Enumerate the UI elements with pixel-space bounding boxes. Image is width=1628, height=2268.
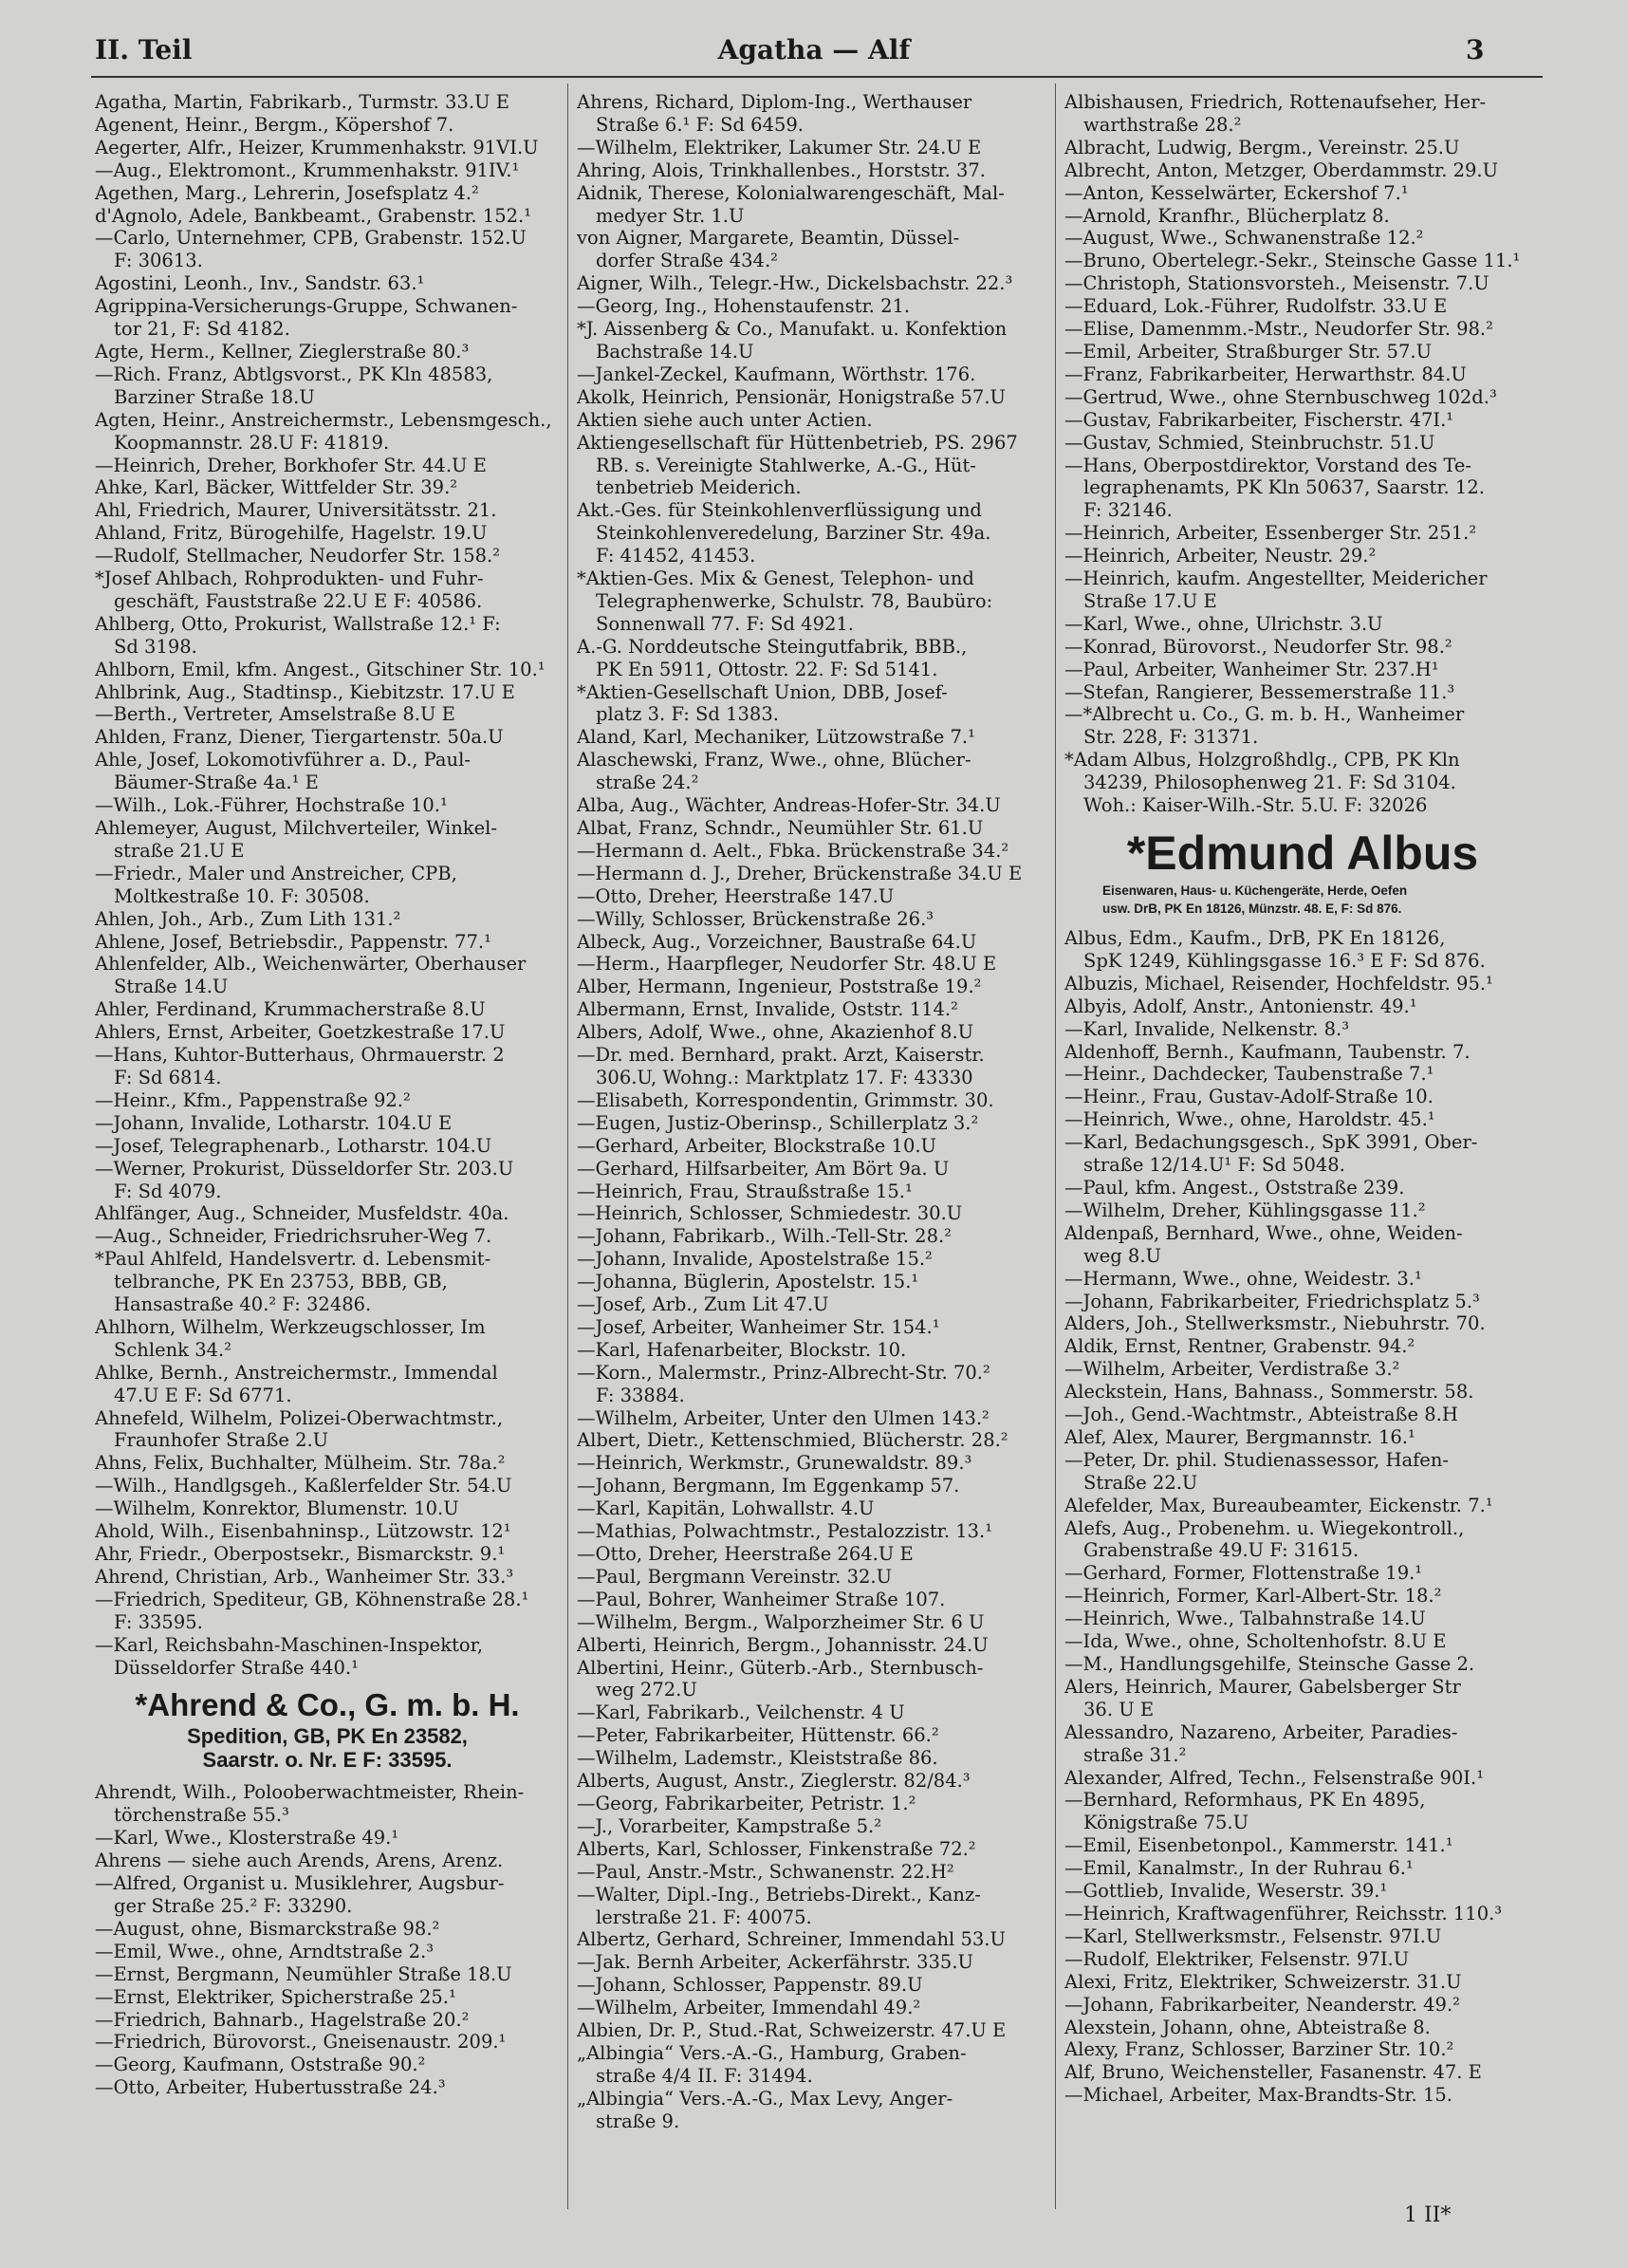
- directory-entry: —Emil, Arbeiter, Straßburger Str. 57.U: [1064, 340, 1433, 363]
- directory-entry: —Rich. Franz, Abtlgsvorst., PK Kln 48583,: [95, 363, 493, 385]
- directory-entry: Albeck, Aug., Vorzeichner, Baustraße 64.U: [577, 930, 977, 953]
- directory-entry: Alexstein, Johann, ohne, Abteistraße 8.: [1064, 2016, 1431, 2038]
- directory-entry: —Wilhelm, Arbeiter, Unter den Ulmen 143.²: [577, 1406, 990, 1429]
- directory-entry: Albertz, Gerhard, Schreiner, Immendahl 53.U: [577, 1928, 1006, 1951]
- directory-entry: —Herm., Haarpfleger, Neudorfer Str. 48.U E: [577, 953, 997, 976]
- directory-entry: Aldenpaß, Bernhard, Wwe., ohne, Weiden-: [1064, 1221, 1463, 1244]
- directory-entry: Albien, Dr. P., Stud.-Rat, Schweizerstr. 47.U E: [577, 2019, 1007, 2042]
- entry-continuation: straße 31.²: [1083, 1743, 1187, 1766]
- directory-entry: Alberts, Karl, Schlosser, Finkenstraße 72.²: [577, 1837, 976, 1860]
- directory-entry: Ahns, Felix, Buchhalter, Mülheim. Str. 78a.²: [95, 1452, 506, 1475]
- directory-entry: —Friedrich, Bürovorst., Gneisenaustr. 209.¹: [95, 2031, 507, 2054]
- entry-continuation: straße 24.²: [596, 771, 699, 794]
- entry-continuation: weg 8.U: [1083, 1244, 1161, 1267]
- entry-continuation: F: 30613.: [114, 250, 203, 272]
- directory-entry: Alberts, August, Anstr., Zieglerstr. 82/84.³: [577, 1770, 971, 1793]
- directory-entry: —Wilhelm, Elektriker, Lakumer Str. 24.U E: [577, 136, 982, 158]
- directory-entry: Alber, Hermann, Ingenieur, Poststraße 19.²: [577, 976, 982, 998]
- entry-continuation: Bäumer-Straße 4a.¹ E: [114, 771, 319, 794]
- directory-entry: —Willy, Schlosser, Brückenstraße 26.³: [577, 907, 934, 930]
- directory-entry: Ahold, Wilh., Eisenbahninsp., Lützowstr. 12¹: [95, 1520, 511, 1543]
- directory-entry: —Johann, Schlosser, Pappenstr. 89.U: [577, 1974, 923, 1997]
- directory-entry: *Josef Ahlbach, Rohprodukten- und Fuhr-: [95, 567, 484, 590]
- directory-entry: —M., Handlungsgehilfe, Steinsche Gasse 2.: [1064, 1653, 1475, 1675]
- directory-entry: —Arnold, Kranfhr., Blücherplatz 8.: [1064, 204, 1390, 227]
- albus-advertisement: [1064, 825, 1541, 918]
- entry-continuation: platz 3. F: Sd 1383.: [596, 703, 779, 726]
- directory-entry: Ahlbrink, Aug., Stadtinsp., Kiebitzstr. 17.U E: [95, 680, 515, 703]
- entry-continuation: F: 32146.: [1083, 499, 1173, 522]
- directory-entry: Ahrens, Richard, Diplom-Ing., Werthauser: [577, 91, 972, 113]
- entry-continuation: straße 4/4 II. F: 31494.: [596, 2064, 813, 2087]
- entry-continuation: 36. U E: [1083, 1698, 1155, 1720]
- ad-text: Spedition, GB, PK En 23582,: [187, 1724, 468, 1749]
- directory-entry: Alexy, Franz, Schlosser, Barziner Str. 10.²: [1064, 2038, 1454, 2061]
- directory-entry: —Wilhelm, Lademstr., Kleiststraße 86.: [577, 1747, 938, 1770]
- directory-entry: —Josef, Arb., Zum Lit 47.U: [577, 1293, 829, 1316]
- column-3: [1064, 91, 1541, 2207]
- directory-entry: —*Albrecht u. Co., G. m. b. H., Wanheimer: [1064, 703, 1465, 726]
- directory-entry: Albat, Franz, Schndr., Neumühler Str. 61.U: [577, 817, 984, 839]
- directory-entry: —Heinrich, Werkmstr., Grunewaldstr. 89.³: [577, 1452, 972, 1475]
- directory-entry: —Georg, Fabrikarbeiter, Petristr. 1.²: [577, 1792, 916, 1814]
- directory-entry: Albuzis, Michael, Reisender, Hochfeldstr. 95.¹: [1064, 972, 1493, 995]
- directory-entry: A.-G. Norddeutsche Steingutfabrik, BBB.,: [577, 635, 968, 658]
- directory-entry: —Heinr., Kfm., Pappenstraße 92.²: [95, 1088, 411, 1111]
- directory-entry: —Wilhelm, Arbeiter, Verdistraße 3.²: [1064, 1358, 1400, 1381]
- directory-entry: —Joh., Gend.-Wachtmstr., Abteistraße 8.H: [1064, 1404, 1458, 1426]
- directory-entry: —Rudolf, Stellmacher, Neudorfer Str. 158.²: [95, 545, 501, 567]
- entry-continuation: tenbetrieb Meiderich.: [596, 476, 802, 499]
- directory-entry: —Gottlieb, Invalide, Weserstr. 39.¹: [1064, 1880, 1388, 1903]
- directory-entry: d'Agnolo, Adele, Bankbeamt., Grabenstr. 152.¹: [95, 204, 532, 227]
- ad-text: Eisenwaren, Haus- u. Küchengeräte, Herde, Oefen: [1102, 883, 1408, 898]
- directory-entry: *J. Aissenberg & Co., Manufakt. u. Konfektion: [577, 318, 1008, 341]
- directory-entry: —Peter, Dr. phil. Studienassessor, Hafen-: [1064, 1448, 1449, 1471]
- entry-continuation: Straße 17.U E: [1083, 589, 1217, 612]
- directory-entry: —Karl, Hafenarbeiter, Blockstr. 10.: [577, 1338, 907, 1361]
- directory-entry: Albishausen, Friedrich, Rottenaufseher, Her-: [1064, 91, 1487, 113]
- section-label: II. Teil: [95, 34, 193, 65]
- directory-entry: Alessandro, Nazareno, Arbeiter, Paradies-: [1064, 1720, 1458, 1743]
- directory-entry: —Johann, Fabrikarbeiter, Neanderstr. 49.²: [1064, 1993, 1460, 2016]
- entry-continuation: telbranche, PK En 23753, BBB, GB,: [114, 1271, 448, 1293]
- entry-continuation: straße 9.: [596, 2110, 680, 2132]
- directory-entry: —Aug., Elektromont., Krummenhakstr. 91IV.¹: [95, 158, 520, 181]
- directory-entry: Aktien siehe auch unter Actien.: [577, 408, 873, 431]
- entry-continuation: Moltkestraße 10. F: 30508.: [114, 884, 370, 907]
- directory-entry: —Berth., Vertreter, Amselstraße 8.U E: [95, 703, 455, 726]
- directory-entry: Alef, Alex, Maurer, Bergmannstr. 16.¹: [1064, 1425, 1415, 1448]
- directory-entry: —Heinr., Dachdecker, Taubenstraße 7.¹: [1064, 1063, 1434, 1086]
- directory-entry: Alaschewski, Franz, Wwe., ohne, Blücher-: [577, 749, 971, 771]
- directory-entry: —Friedr., Maler und Anstreicher, CPB,: [95, 862, 457, 884]
- entry-continuation: Königstraße 75.U: [1083, 1812, 1249, 1834]
- column-2: [577, 91, 1044, 2207]
- directory-entry: Alexander, Alfred, Techn., Felsenstraße 90I.¹: [1064, 1766, 1485, 1789]
- directory-entry: —Karl, Stellwerksmstr., Felsenstr. 97I.U: [1064, 1924, 1442, 1947]
- entry-continuation: F: Sd 4079.: [114, 1180, 222, 1202]
- entry-continuation: Fraunhofer Straße 2.U: [114, 1429, 329, 1452]
- directory-entry: Ahlke, Bernh., Anstreichermstr., Immendal: [95, 1361, 498, 1384]
- entry-continuation: straße 21.U E: [114, 839, 245, 862]
- directory-entry: —Wilhelm, Konrektor, Blumenstr. 10.U: [95, 1497, 459, 1520]
- directory-entry: Ahle, Josef, Lokomotivführer a. D., Paul-: [95, 749, 471, 771]
- directory-entry: —August, Wwe., Schwanenstraße 12.²: [1064, 227, 1424, 250]
- directory-entry: —Karl, Invalide, Nelkenstr. 8.³: [1064, 1017, 1350, 1040]
- directory-entry: Ahrendt, Wilh., Polooberwachtmeister, Rhein-: [95, 1781, 525, 1804]
- directory-entry: —Friedrich, Spediteur, GB, Köhnenstraße 28.¹: [95, 1588, 529, 1610]
- directory-entry: Alberti, Heinrich, Bergm., Johannisstr. 24.U: [577, 1633, 989, 1656]
- directory-entry: Albrecht, Anton, Metzger, Oberdammstr. 29.U: [1064, 158, 1499, 181]
- directory-entry: —Walter, Dipl.-Ing., Betriebs-Direkt., Kanz-: [577, 1883, 981, 1905]
- directory-entry: Alf, Bruno, Weichensteller, Fasanenstr. 47. E: [1064, 2061, 1482, 2084]
- directory-entry: Ahlene, Josef, Betriebsdir., Pappenstr. 77.¹: [95, 930, 491, 953]
- directory-entry: —Otto, Dreher, Heerstraße 264.U E: [577, 1543, 914, 1565]
- directory-entry: —Peter, Fabrikarbeiter, Hüttenstr. 66.²: [577, 1724, 939, 1747]
- directory-entry: Ahke, Karl, Bäcker, Wittfelder Str. 39.²: [95, 476, 458, 499]
- directory-entry: —Otto, Dreher, Heerstraße 147.U: [577, 884, 895, 907]
- directory-entry: Agten, Heinr., Anstreichermstr., Lebensmgesch.,: [95, 408, 552, 431]
- entry-continuation: Sonnenwall 77. F: Sd 4921.: [596, 612, 854, 635]
- directory-entry: —Karl, Fabrikarb., Veilchenstr. 4 U: [577, 1701, 905, 1724]
- directory-entry: Ahlden, Franz, Diener, Tiergartenstr. 50a.U: [95, 726, 504, 749]
- directory-entry: —Werner, Prokurist, Düsseldorfer Str. 203.U: [95, 1157, 514, 1180]
- directory-entry: —Gustav, Schmied, Steinbruchstr. 51.U: [1064, 431, 1435, 454]
- directory-entry: Ahlen, Joh., Arb., Zum Lith 131.²: [95, 907, 401, 930]
- directory-entry: —Hermann d. Aelt., Fbka. Brückenstraße 34.²: [577, 839, 1009, 862]
- directory-entry: Ahr, Friedr., Oberpostsekr., Bismarckstr. 9.¹: [95, 1543, 506, 1565]
- directory-entry: —Hans, Kuhtor-Butterhaus, Ohrmauerstr. 2: [95, 1044, 505, 1067]
- directory-entry: —J., Vorarbeiter, Kampstraße 5.²: [577, 1814, 882, 1837]
- directory-entry: —Paul, kfm. Angest., Oststraße 239.: [1064, 1176, 1405, 1199]
- entry-continuation: Woh.: Kaiser-Wilh.-Str. 5.U. F: 32026: [1083, 794, 1428, 817]
- directory-entry: —Wilhelm, Dreher, Kühlingsgasse 11.²: [1064, 1199, 1426, 1221]
- directory-entry: —Johann, Bergmann, Im Eggenkamp 57.: [577, 1475, 960, 1497]
- directory-entry: —Heinrich, kaufm. Angestellter, Meidericher: [1064, 567, 1488, 590]
- directory-entry: Ahrend, Christian, Arb., Wanheimer Str. 33.³: [95, 1565, 514, 1588]
- entry-continuation: Schlenk 34.²: [114, 1338, 232, 1361]
- directory-entry: —Georg, Kaufmann, Oststraße 90.²: [95, 2054, 426, 2076]
- directory-entry: —Eugen, Justiz-Oberinsp., Schillerplatz 3.²: [577, 1111, 979, 1134]
- running-head: Agatha — Alf: [717, 34, 911, 65]
- directory-entry: Aland, Karl, Mechaniker, Lützowstraße 7.¹: [577, 726, 975, 749]
- entry-continuation: Sd 3198.: [114, 635, 197, 658]
- directory-entry: —Paul, Arbeiter, Wanheimer Str. 237.H¹: [1064, 658, 1439, 680]
- entry-continuation: Straße 22.U: [1083, 1471, 1198, 1494]
- directory-entry: —Emil, Kanalmstr., In der Ruhrau 6.¹: [1064, 1857, 1414, 1880]
- directory-entry: —Georg, Ing., Hohenstaufenstr. 21.: [577, 295, 911, 318]
- directory-entry: —Heinrich, Wwe., Talbahnstraße 14.U: [1064, 1608, 1426, 1630]
- directory-entry: Albert, Dietr., Kettenschmied, Blücherstr. 28.²: [577, 1429, 1008, 1452]
- ad-title: *Ahrend & Co., G. m. b. H.: [135, 1687, 520, 1723]
- entry-continuation: Bachstraße 14.U: [596, 340, 754, 363]
- directory-entry: Ahlberg, Otto, Prokurist, Wallstraße 12.¹ F:: [95, 612, 501, 635]
- entry-continuation: F: Sd 6814.: [114, 1066, 222, 1088]
- ad-title: *Edmund Albus: [1126, 827, 1479, 880]
- directory-entry: —Heinrich, Arbeiter, Neustr. 29.²: [1064, 545, 1377, 567]
- directory-entry: Aldik, Ernst, Rentner, Grabenstr. 94.²: [1064, 1335, 1415, 1358]
- directory-entry: —Carlo, Unternehmer, CPB, Grabenstr. 152.U: [95, 227, 527, 250]
- directory-entry: „Albingia“ Vers.-A.-G., Max Levy, Anger-: [577, 2087, 953, 2110]
- directory-entry: —Elise, Damenmm.-Mstr., Neudorfer Str. 98.²: [1064, 318, 1493, 341]
- entry-continuation: Steinkohlenveredelung, Barziner Str. 49a.: [596, 522, 991, 545]
- entry-continuation: Hansastraße 40.² F: 32486.: [114, 1293, 372, 1316]
- entry-continuation: 34239, Philosophenweg 21. F: Sd 3104.: [1083, 771, 1456, 794]
- directory-entry: —Gerhard, Former, Flottenstraße 19.¹: [1064, 1562, 1423, 1585]
- directory-entry: Aktiengesellschaft für Hüttenbetrieb, PS. 2967: [577, 431, 1018, 454]
- directory-entry: —Heinrich, Kraftwagenführer, Reichsstr. 110.³: [1064, 1902, 1503, 1924]
- directory-entry: —Heinrich, Arbeiter, Essenberger Str. 251.²: [1064, 522, 1477, 545]
- directory-entry: Ahlhorn, Wilhelm, Werkzeugschlosser, Im: [95, 1315, 486, 1338]
- directory-entry: —Heinr., Frau, Gustav-Adolf-Straße 10.: [1064, 1086, 1434, 1108]
- directory-entry: —Wilh., Handlgsgeh., Kaßlerfelder Str. 54.U: [95, 1475, 512, 1497]
- entry-continuation: F: 41452, 41453.: [596, 545, 756, 567]
- directory-entry: —Konrad, Bürovorst., Neudorfer Str. 98.²: [1064, 635, 1452, 658]
- directory-entry: Albers, Adolf, Wwe., ohne, Akazienhof 8.U: [577, 1021, 974, 1044]
- directory-entry: —Jankel-Zeckel, Kaufmann, Wörthstr. 176.: [577, 363, 976, 385]
- directory-entry: —Hermann, Wwe., ohne, Weidestr. 3.¹: [1064, 1267, 1422, 1290]
- directory-entry: —Gustav, Fabrikarbeiter, Fischerstr. 47I.¹: [1064, 408, 1454, 431]
- directory-entry: Agatha, Martin, Fabrikarb., Turmstr. 33.U E: [95, 91, 509, 113]
- entry-continuation: tor 21, F: Sd 4182.: [114, 318, 290, 341]
- directory-entry: Agrippina-Versicherungs-Gruppe, Schwanen-: [95, 295, 518, 318]
- directory-entry: —Karl, Wwe., Klosterstraße 49.¹: [95, 1827, 399, 1850]
- entry-continuation: PK En 5911, Ottostr. 22. F: Sd 5141.: [596, 658, 938, 680]
- directory-entry: —August, ohne, Bismarckstraße 98.²: [95, 1917, 440, 1940]
- directory-entry: Ahlemeyer, August, Milchverteiler, Winkel-: [95, 817, 497, 839]
- entry-continuation: weg 272.U: [596, 1679, 697, 1701]
- directory-entry: —Heinrich, Schlosser, Schmiedestr. 30.U: [577, 1202, 963, 1225]
- directory-entry: Alefs, Aug., Probenehm. u. Wiegekontroll.,: [1064, 1516, 1465, 1539]
- entry-continuation: Koopmannstr. 28.U F: 41819.: [114, 431, 390, 454]
- directory-entry: —Emil, Wwe., ohne, Arndtstraße 2.³: [95, 1940, 435, 1962]
- directory-entry: —Bruno, Obertelegr.-Sekr., Steinsche Gasse 11.¹: [1064, 250, 1521, 272]
- directory-entry: Agenent, Heinr., Bergm., Köpershof 7.: [95, 113, 454, 136]
- directory-entry: —Mathias, Polwachtmstr., Pestalozzistr. 13.¹: [577, 1520, 993, 1543]
- directory-entry: —Karl, Wwe., ohne, Ulrichstr. 3.U: [1064, 612, 1383, 635]
- directory-entry: —Gertrud, Wwe., ohne Sternbuschweg 102d.³: [1064, 385, 1497, 408]
- directory-entry: —Bernhard, Reformhaus, PK En 4895,: [1064, 1789, 1426, 1812]
- directory-entry: —Rudolf, Elektriker, Felsenstr. 97I.U: [1064, 1947, 1410, 1970]
- entry-continuation: F: 33595.: [114, 1610, 203, 1633]
- directory-entry: —Elisabeth, Korrespondentin, Grimmstr. 30.: [577, 1088, 994, 1111]
- directory-entry: Albracht, Ludwig, Bergm., Vereinstr. 25.U: [1064, 136, 1460, 158]
- directory-entry: —Paul, Anstr.-Mstr., Schwanenstr. 22.H²: [577, 1860, 954, 1883]
- entry-continuation: Straße 14.U: [114, 976, 229, 998]
- directory-entry: —Anton, Kesselwärter, Eckershof 7.¹: [1064, 181, 1409, 204]
- directory-entry: —Wilhelm, Bergm., Walporzheimer Str. 6 U: [577, 1610, 985, 1633]
- column-divider: [1055, 84, 1056, 2209]
- directory-entry: —Johann, Invalide, Apostelstraße 15.²: [577, 1248, 933, 1271]
- directory-entry: Aidnik, Therese, Kolonialwarengeschäft, Mal-: [577, 181, 1005, 204]
- directory-entry: —Dr. med. Bernhard, prakt. Arzt, Kaiserstr.: [577, 1044, 985, 1067]
- directory-entry: Alefelder, Max, Bureaubeamter, Eickenstr. 7.¹: [1064, 1494, 1493, 1516]
- header-rule: [91, 76, 1543, 78]
- directory-entry: Albertini, Heinr., Güterb.-Arb., Sternbusch-: [577, 1656, 984, 1679]
- entry-continuation: ger Straße 25.² F: 33290.: [114, 1894, 353, 1917]
- directory-entry: —Stefan, Rangierer, Bessemerstraße 11.³: [1064, 680, 1455, 703]
- directory-entry: Aigner, Wilh., Telegr.-Hw., Dickelsbachstr. 22.³: [577, 272, 1013, 295]
- directory-entry: *Aktien-Ges. Mix & Genest, Telephon- und: [577, 567, 974, 590]
- entry-continuation: Barziner Straße 18.U: [114, 385, 315, 408]
- directory-entry: Ahrens — siehe auch Arends, Arens, Arenz.: [95, 1850, 504, 1872]
- column-1: [95, 91, 560, 2207]
- directory-entry: Aleckstein, Hans, Bahnass., Sommerstr. 58.: [1064, 1381, 1474, 1404]
- directory-entry: —Eduard, Lok.-Führer, Rudolfstr. 33.U E: [1064, 295, 1448, 318]
- entry-continuation: Düsseldorfer Straße 440.¹: [114, 1656, 359, 1679]
- directory-entry: Akolk, Heinrich, Pensionär, Honigstraße 57.U: [577, 385, 1006, 408]
- directory-entry: —Karl, Kapitän, Lohwallstr. 4.U: [577, 1497, 875, 1520]
- directory-entry: —Heinrich, Wwe., ohne, Haroldstr. 45.¹: [1064, 1108, 1435, 1131]
- entry-continuation: F: 33884.: [596, 1384, 685, 1406]
- entry-continuation: straße 12/14.U¹ F: Sd 5048.: [1083, 1154, 1345, 1177]
- directory-entry: Alers, Heinrich, Maurer, Gabelsberger Str: [1064, 1675, 1461, 1698]
- directory-entry: Ahl, Friedrich, Maurer, Universitätsstr. 21.: [95, 499, 497, 522]
- directory-entry: Ahland, Fritz, Bürogehilfe, Hagelstr. 19.U: [95, 522, 488, 545]
- directory-entry: —Johann, Fabrikarb., Wilh.-Tell-Str. 28.²: [577, 1225, 952, 1248]
- page-number: 3: [1466, 34, 1485, 65]
- entry-continuation: 306.U, Wohng.: Marktplatz 17. F: 43330: [596, 1066, 973, 1088]
- directory-entry: —Josef, Telegraphenarb., Lotharstr. 104.U: [95, 1134, 492, 1157]
- column-divider: [567, 84, 568, 2209]
- entry-continuation: medyer Str. 1.U: [596, 204, 745, 227]
- entry-continuation: lerstraße 21. F: 40075.: [596, 1905, 812, 1928]
- entry-continuation: törchenstraße 55.³: [114, 1804, 289, 1827]
- directory-entry: Akt.-Ges. für Steinkohlenverflüssigung und: [577, 499, 982, 522]
- directory-entry: —Friedrich, Bahnarb., Hagelstraße 20.²: [95, 2008, 470, 2031]
- directory-entry: —Jak. Bernh Arbeiter, Ackerfährstr. 335.U: [577, 1951, 973, 1974]
- directory-entry: Ahlers, Ernst, Arbeiter, Goetzkestraße 17.U: [95, 1021, 506, 1044]
- directory-entry: Albus, Edm., Kaufm., DrB, PK En 18126,: [1064, 927, 1446, 949]
- entry-continuation: SpK 1249, Kühlingsgasse 16.³ E F: Sd 876.: [1083, 949, 1486, 972]
- directory-entry: —Gerhard, Arbeiter, Blockstraße 10.U: [577, 1134, 936, 1157]
- directory-entry: —Johann, Fabrikarbeiter, Friedrichsplatz 5.³: [1064, 1290, 1480, 1312]
- directory-entry: —Hermann d. J., Dreher, Brückenstraße 34.U E: [577, 862, 1023, 884]
- directory-entry: —Ernst, Bergmann, Neumühler Straße 18.U: [95, 1962, 512, 1985]
- entry-continuation: Str. 228, F: 31371.: [1083, 726, 1259, 749]
- entry-continuation: Grabenstraße 49.U F: 31615.: [1083, 1539, 1360, 1562]
- directory-entry: —Gerhard, Hilfsarbeiter, Am Bört 9a. U: [577, 1157, 950, 1180]
- entry-continuation: 47.U E F: Sd 6771.: [114, 1384, 292, 1406]
- directory-entry: —Heinrich, Dreher, Borkhofer Str. 44.U E: [95, 454, 487, 476]
- directory-entry: Albyis, Adolf, Anstr., Antonienstr. 49.¹: [1064, 995, 1417, 1017]
- directory-entry: —Paul, Bohrer, Wanheimer Straße 107.: [577, 1588, 946, 1610]
- directory-entry: —Hans, Oberpostdirektor, Vorstand des Te-: [1064, 454, 1471, 476]
- signature-mark: 1 II*: [1404, 2203, 1452, 2227]
- entry-continuation: Straße 6.¹ F: Sd 6459.: [596, 113, 804, 136]
- directory-entry: —Josef, Arbeiter, Wanheimer Str. 154.¹: [577, 1315, 940, 1338]
- directory-entry: —Michael, Arbeiter, Max-Brandts-Str. 15.: [1064, 2084, 1452, 2107]
- entry-continuation: dorfer Straße 434.²: [596, 250, 778, 272]
- directory-entry: —Ernst, Elektriker, Spicherstraße 25.¹: [95, 1985, 456, 2008]
- directory-entry: Aegerter, Alfr., Heizer, Krummenhakstr. 91VI.U: [95, 136, 539, 158]
- entry-continuation: geschäft, Fauststraße 22.U E F: 40586.: [114, 589, 483, 612]
- directory-entry: —Otto, Arbeiter, Hubertusstraße 24.³: [95, 2076, 446, 2099]
- ad-text: usw. DrB, PK En 18126, Münzstr. 48. E, F: Sd 876.: [1102, 902, 1402, 916]
- ad-text: Saarstr. o. Nr. E F: 33595.: [202, 1748, 453, 1773]
- ahrend-advertisement: [95, 1686, 560, 1772]
- directory-entry: von Aigner, Margarete, Beamtin, Düssel-: [577, 227, 960, 250]
- directory-entry: —Heinrich, Former, Karl-Albert-Str. 18.²: [1064, 1585, 1442, 1608]
- directory-entry: —Paul, Bergmann Vereinstr. 32.U: [577, 1565, 893, 1588]
- directory-entry: Alexi, Fritz, Elektriker, Schweizerstr. 31.U: [1064, 1970, 1462, 1993]
- directory-entry: —Karl, Reichsbahn-Maschinen-Inspektor,: [95, 1633, 484, 1656]
- directory-entry: Agte, Herm., Kellner, Zieglerstraße 80.³: [95, 340, 470, 363]
- directory-entry: Alba, Aug., Wächter, Andreas-Hofer-Str. 34.U: [577, 794, 1001, 817]
- entry-continuation: RB. s. Vereinigte Stahlwerke, A.-G., Hüt-: [596, 454, 976, 476]
- directory-entry: —Heinrich, Frau, Straußstraße 15.¹: [577, 1180, 913, 1202]
- directory-entry: Ahring, Alois, Trinkhallenbes., Horststr. 37.: [577, 158, 986, 181]
- directory-entry: *Aktien-Gesellschaft Union, DBB, Josef-: [577, 680, 948, 703]
- directory-entry: Ahlenfelder, Alb., Weichenwärter, Oberhauser: [95, 953, 527, 976]
- directory-entry: Ahlborn, Emil, kfm. Angest., Gitschiner Str. 10.¹: [95, 658, 546, 680]
- directory-entry: *Paul Ahlfeld, Handelsvertr. d. Lebensmit-: [95, 1248, 491, 1271]
- directory-entry: —Franz, Fabrikarbeiter, Herwarthstr. 84.U: [1064, 363, 1467, 385]
- directory-entry: Ahnefeld, Wilhelm, Polizei-Oberwachtmstr.,: [95, 1406, 504, 1429]
- directory-entry: —Wilh., Lok.-Führer, Hochstraße 10.¹: [95, 794, 448, 817]
- directory-entry: Agethen, Marg., Lehrerin, Josefsplatz 4.²: [95, 181, 479, 204]
- directory-entry: —Karl, Bedachungsgesch., SpK 3991, Ober-: [1064, 1131, 1478, 1154]
- directory-entry: Albermann, Ernst, Invalide, Oststr. 114.²: [577, 998, 958, 1021]
- directory-entry: Aldenhoff, Bernh., Kaufmann, Taubenstr. 7.: [1064, 1040, 1471, 1063]
- directory-entry: —Emil, Eisenbetonpol., Kammerstr. 141.¹: [1064, 1834, 1453, 1857]
- directory-entry: Alders, Joh., Stellwerksmstr., Niebuhrstr. 70.: [1064, 1312, 1486, 1335]
- directory-entry: „Albingia“ Vers.-A.-G., Hamburg, Graben-: [577, 2041, 967, 2064]
- directory-entry: Ahlfänger, Aug., Schneider, Musfeldstr. 40a.: [95, 1202, 509, 1225]
- directory-entry: —Wilhelm, Arbeiter, Immendahl 49.²: [577, 1997, 921, 2019]
- directory-entry: —Ida, Wwe., ohne, Scholtenhofstr. 8.U E: [1064, 1630, 1447, 1653]
- directory-entry: —Aug., Schneider, Friedrichsruher-Weg 7.: [95, 1225, 492, 1248]
- directory-entry: Ahler, Ferdinand, Krummacherstraße 8.U: [95, 998, 486, 1021]
- directory-entry: *Adam Albus, Holzgroßhdlg., CPB, PK Kln: [1064, 749, 1460, 771]
- entry-continuation: legraphenamts, PK Kln 50637, Saarstr. 12.: [1083, 476, 1485, 499]
- directory-entry: —Johann, Invalide, Lotharstr. 104.U E: [95, 1111, 453, 1134]
- directory-entry: Agostini, Leonh., Inv., Sandstr. 63.¹: [95, 272, 425, 295]
- directory-entry: —Korn., Malermstr., Prinz-Albrecht-Str. 70.²: [577, 1361, 990, 1384]
- directory-entry: —Johanna, Büglerin, Apostelstr. 15.¹: [577, 1271, 919, 1293]
- entry-continuation: Telegraphenwerke, Schulstr. 78, Baubüro:: [596, 589, 993, 612]
- directory-entry: —Christoph, Stationsvorsteh., Meisenstr. 7.U: [1064, 272, 1489, 295]
- directory-entry: —Alfred, Organist u. Musiklehrer, Augsbur-: [95, 1872, 505, 1895]
- entry-continuation: warthstraße 28.²: [1083, 113, 1242, 136]
